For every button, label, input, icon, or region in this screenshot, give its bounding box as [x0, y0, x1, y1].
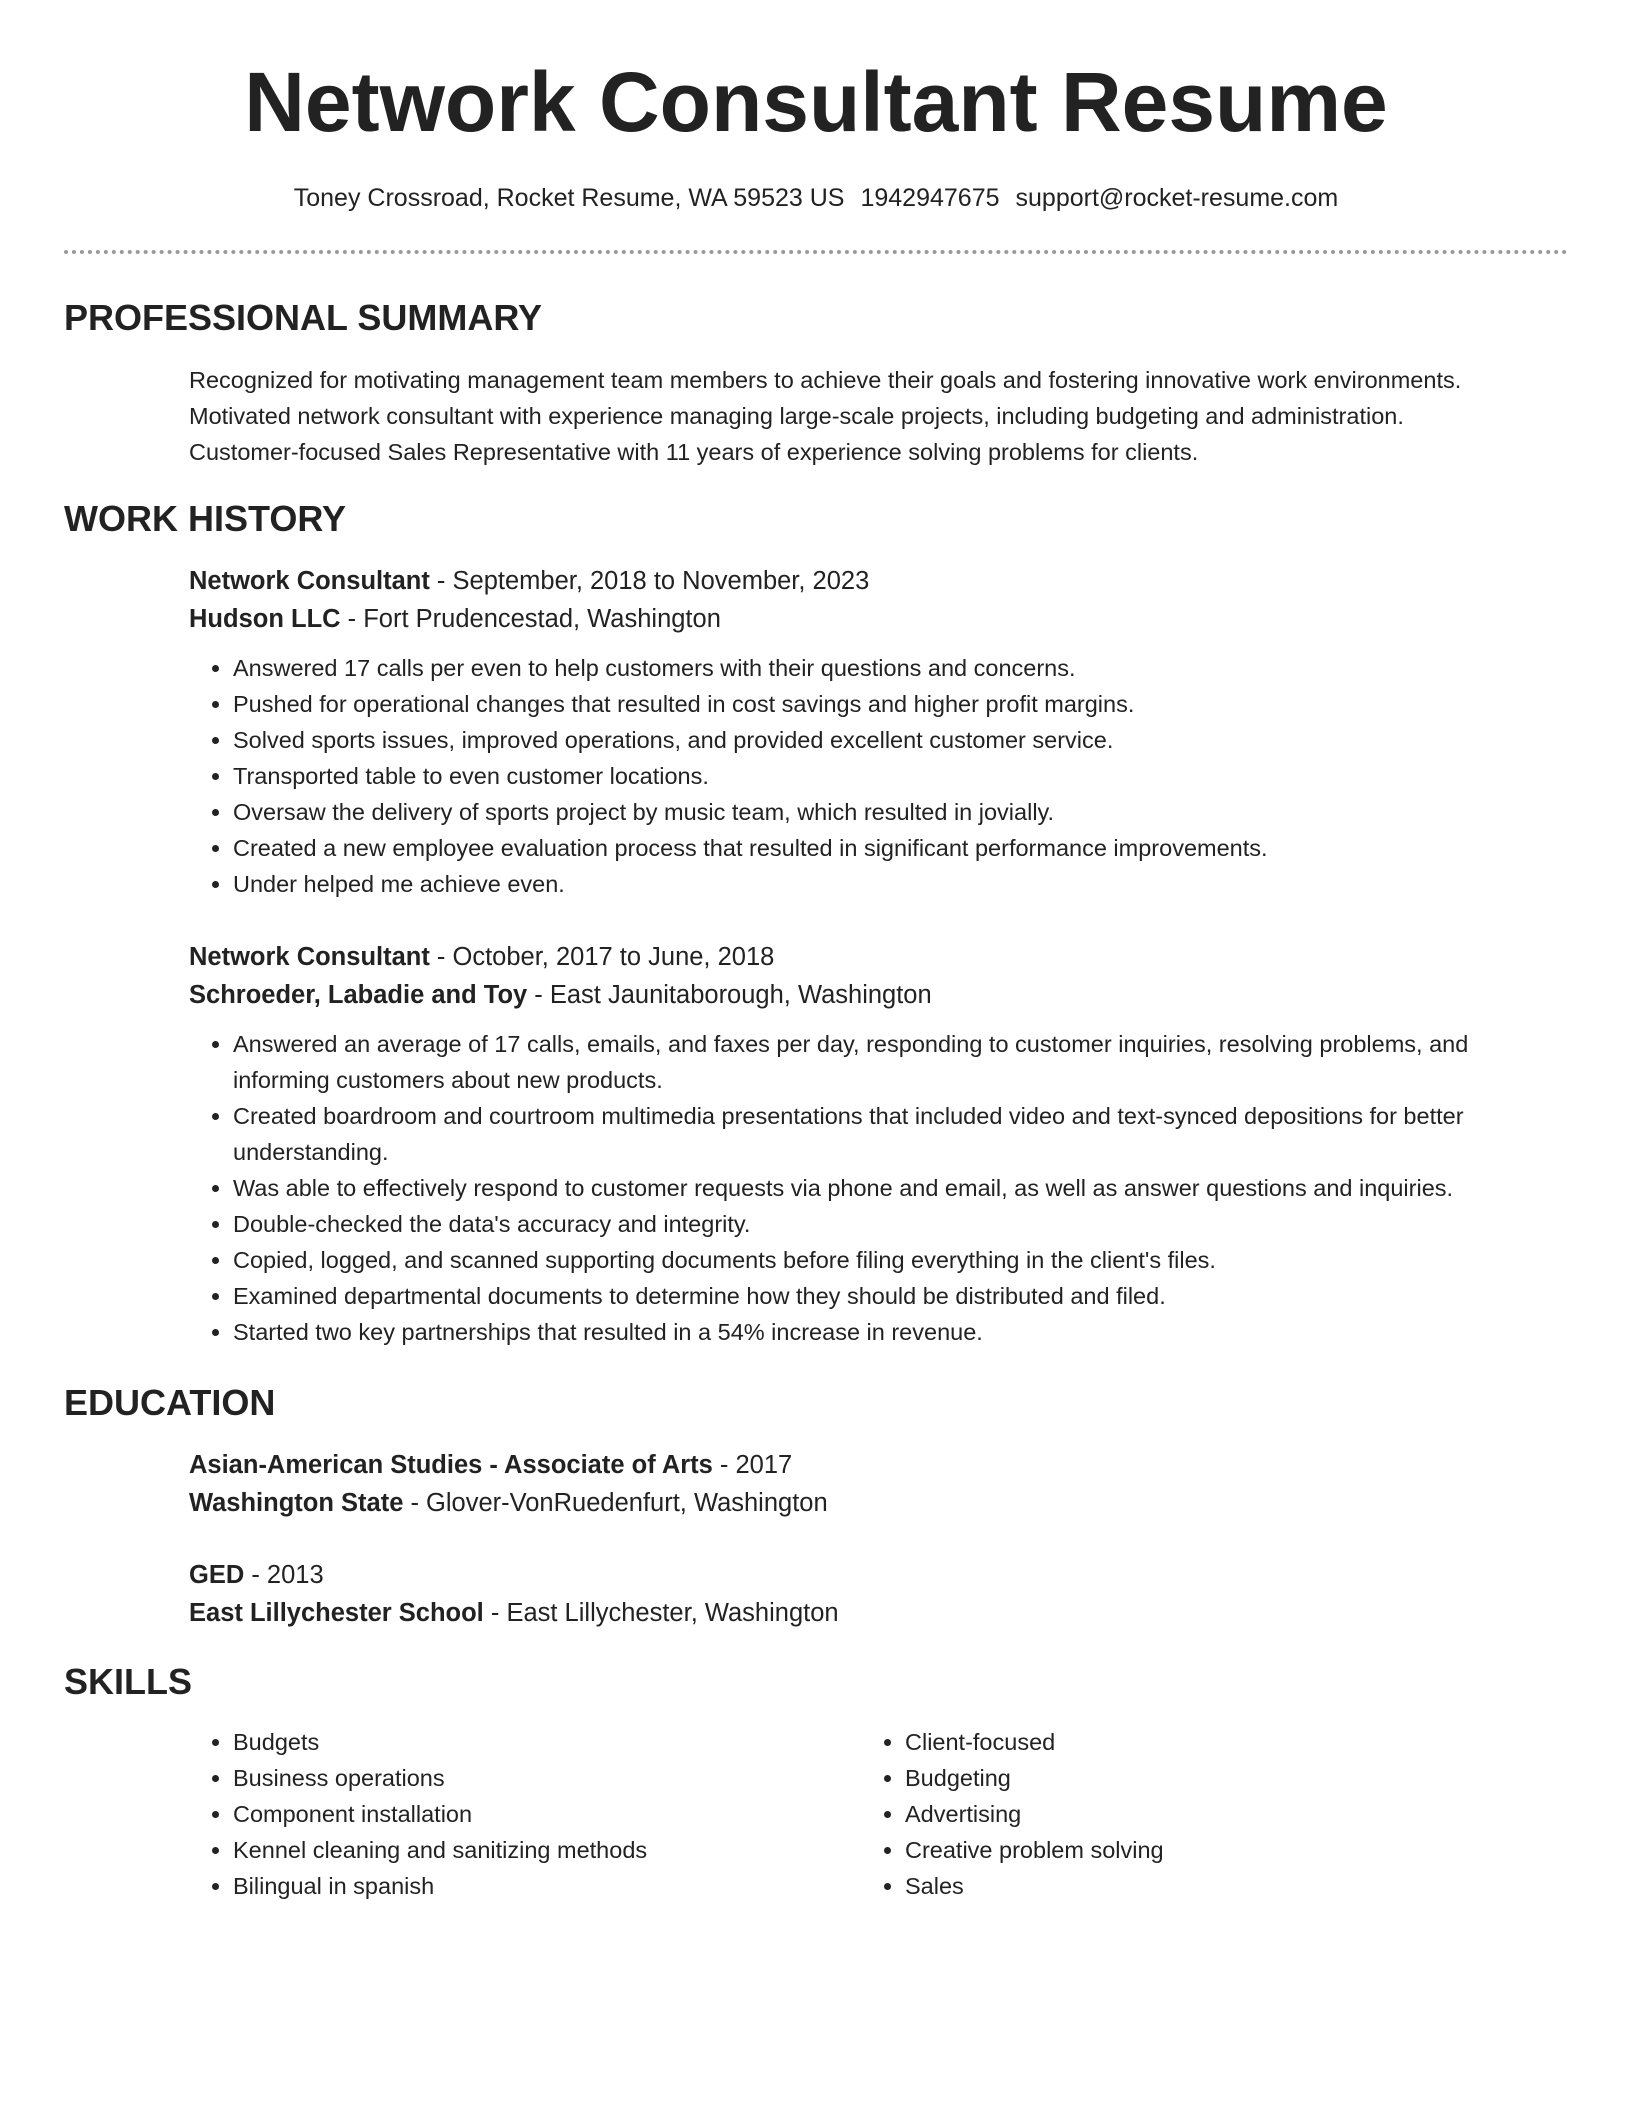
- degree: Asian-American Studies - Associate of Arts: [189, 1451, 713, 1479]
- summary-line: Customer-focused Sales Representative with 11 years of experience solving problems for clients.: [189, 439, 1199, 465]
- list-item: • Copied, logged, and scanned supporting documents before filing everything in the client's files.: [233, 1242, 1559, 1278]
- contact-line: [0, 180, 1632, 216]
- contact-phone: 1942947675: [860, 184, 1000, 212]
- degree-year: - 2013: [244, 1561, 324, 1589]
- school-location: - Glover-VonRuedenfurt, Washington: [403, 1489, 828, 1517]
- list-item: • Was able to effectively respond to customer requests via phone and email, as well as answer questions and inquiries.: [233, 1170, 1559, 1206]
- summary-heading: PROFESSIONAL SUMMARY: [64, 297, 543, 338]
- job-company-line: [189, 600, 1559, 638]
- skill-item: • Bilingual in spanish: [233, 1868, 647, 1904]
- degree: GED: [189, 1561, 245, 1589]
- skill-item: • Kennel cleaning and sanitizing methods: [233, 1832, 647, 1868]
- list-item: • Answered 17 calls per even to help customers with their questions and concerns.: [233, 650, 1559, 686]
- education-heading: EDUCATION: [64, 1382, 276, 1423]
- summary-line: Motivated network consultant with experience managing large-scale projects, including budgeting and administration.: [189, 403, 1404, 429]
- contact-address: Toney Crossroad, Rocket Resume, WA 59523 US: [293, 184, 845, 212]
- job-title: Network Consultant: [189, 567, 430, 595]
- school: Washington State: [189, 1489, 404, 1517]
- summary-text: [189, 362, 1559, 470]
- education-entry: [189, 1446, 1559, 1522]
- job-company-line: [189, 976, 1559, 1014]
- list-item: • Pushed for operational changes that resulted in cost savings and higher profit margins.: [233, 686, 1559, 722]
- job-location: - Fort Prudencestad, Washington: [340, 605, 721, 633]
- list-item: • Under helped me achieve even.: [233, 866, 1559, 902]
- degree-line: [189, 1446, 1559, 1484]
- job-entry: [189, 562, 1559, 902]
- degree-line: [189, 1556, 1559, 1594]
- job-company: Hudson LLC: [189, 605, 341, 633]
- resume-title: Network Consultant Resume: [244, 55, 1388, 149]
- job-title: Network Consultant: [189, 943, 430, 971]
- skills-heading: SKILLS: [64, 1661, 193, 1702]
- skills-column-right: [861, 1724, 1164, 1904]
- list-item: • Created boardroom and courtroom multimedia presentations that included video and text-synced depositions for better understanding.: [233, 1098, 1559, 1170]
- header-divider: [64, 250, 1568, 254]
- skill-item: • Advertising: [905, 1796, 1164, 1832]
- list-item: • Examined departmental documents to determine how they should be distributed and filed.: [233, 1278, 1559, 1314]
- list-item: • Answered an average of 17 calls, emails, and faxes per day, responding to customer inquiries, resolving problems, and informing customers about new products.: [233, 1026, 1559, 1098]
- summary-line: Recognized for motivating management team members to achieve their goals and fostering innovative work environments.: [189, 367, 1462, 393]
- list-item: • Solved sports issues, improved operations, and provided excellent customer service.: [233, 722, 1559, 758]
- list-item: • Double-checked the data's accuracy and integrity.: [233, 1206, 1559, 1242]
- list-item: • Started two key partnerships that resulted in a 54% increase in revenue.: [233, 1314, 1559, 1350]
- degree-year: - 2017: [712, 1451, 793, 1479]
- contact-email: support@rocket-resume.com: [1015, 184, 1339, 212]
- skill-item: • Component installation: [233, 1796, 647, 1832]
- skill-item: • Business operations: [233, 1760, 647, 1796]
- job-dates: - September, 2018 to November, 2023: [429, 567, 870, 595]
- skill-item: • Sales: [905, 1868, 1164, 1904]
- education-entry: [189, 1556, 1559, 1632]
- job-title-line: [189, 562, 1559, 600]
- skill-item: • Client-focused: [905, 1724, 1164, 1760]
- school-line: [189, 1594, 1559, 1632]
- skill-item: • Budgeting: [905, 1760, 1164, 1796]
- job-entry: [189, 938, 1559, 1350]
- job-company: Schroeder, Labadie and Toy: [189, 981, 528, 1009]
- job-title-line: [189, 938, 1559, 976]
- skill-item: • Budgets: [233, 1724, 647, 1760]
- job-location: - East Jaunitaborough, Washington: [527, 981, 932, 1009]
- school-location: - East Lillychester, Washington: [483, 1599, 839, 1627]
- skills-column-left: [189, 1724, 647, 1904]
- job-dates: - October, 2017 to June, 2018: [429, 943, 775, 971]
- job-bullets: [189, 1026, 1559, 1350]
- work-history-heading: WORK HISTORY: [64, 498, 347, 539]
- list-item: • Oversaw the delivery of sports project by music team, which resulted in jovially.: [233, 794, 1559, 830]
- skill-item: • Creative problem solving: [905, 1832, 1164, 1868]
- list-item: • Created a new employee evaluation process that resulted in significant performance improvements.: [233, 830, 1559, 866]
- list-item: • Transported table to even customer locations.: [233, 758, 1559, 794]
- school: East Lillychester School: [189, 1599, 484, 1627]
- school-line: [189, 1484, 1559, 1522]
- job-bullets: [189, 650, 1559, 902]
